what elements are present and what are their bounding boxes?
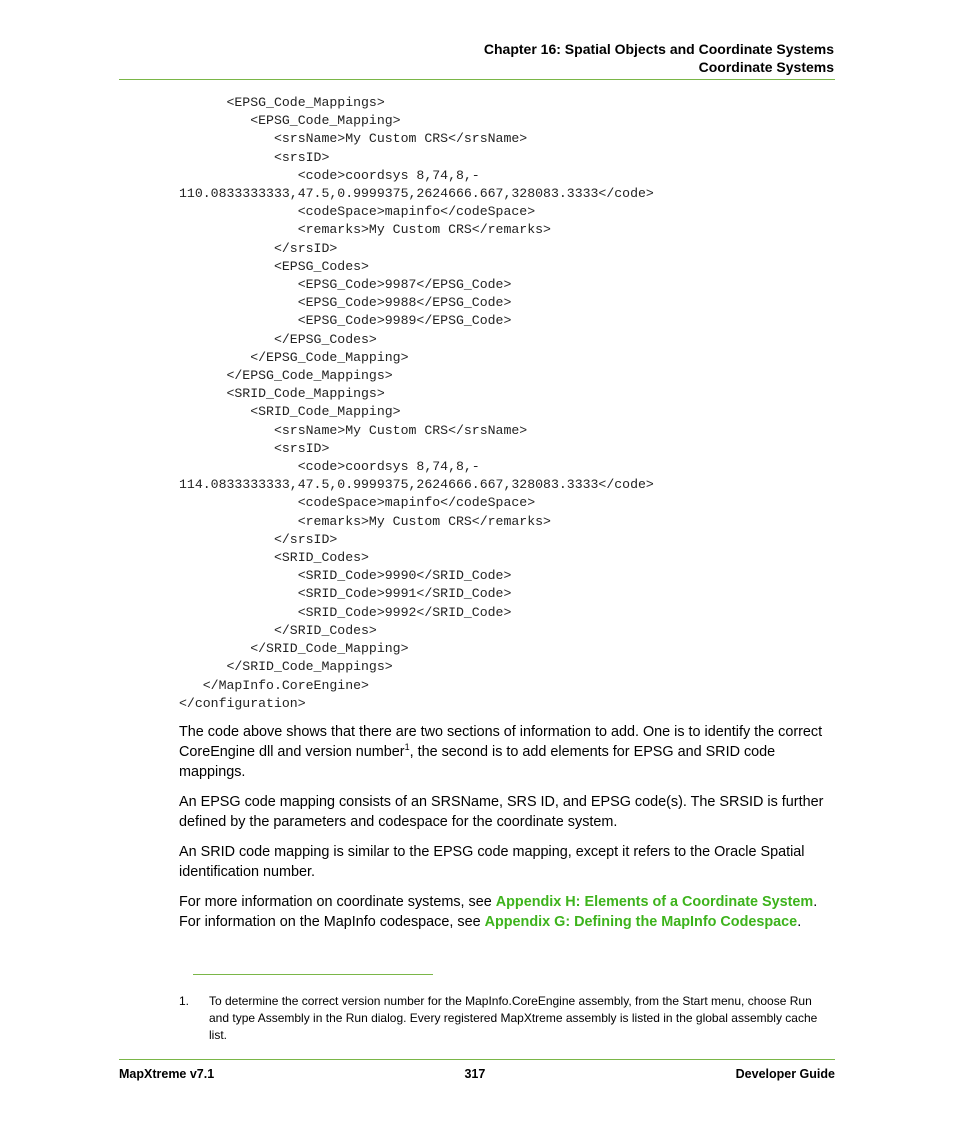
code-line: <EPSG_Codes> (179, 258, 369, 274)
code-line: <SRID_Code_Mappings> (179, 386, 385, 402)
code-line: </MapInfo.CoreEngine> (179, 677, 369, 693)
footnote (179, 993, 819, 1044)
code-line: <remarks>My Custom CRS</remarks> (179, 513, 551, 529)
code-line: <SRID_Code_Mapping> (179, 404, 401, 420)
paragraph-1: The code above shows that there are two sections of information to add. One is to identify the correct CoreEngine dll and version number$^1$, the second is to add elements for EPSG and SRID code mappings. (179, 724, 823, 780)
paragraph-2: An EPSG code mapping consists of an SRSName, SRS ID, and EPSG code(s). The SRSID is further defined by the parameters and codespace for the coordinate system. (179, 794, 824, 830)
page-header (484, 40, 834, 76)
footer-rule (119, 1059, 835, 1060)
code-line: </EPSG_Code_Mapping> (179, 349, 409, 365)
code-line: <remarks>My Custom CRS</remarks> (179, 222, 551, 238)
code-line: </srsID> (179, 531, 338, 547)
code-line: </configuration> (179, 695, 306, 711)
paragraph-3: An SRID code mapping is similar to the EPSG code mapping, except it refers to the Oracle Spatial identification number. (179, 844, 805, 880)
code-line: <srsID> (179, 440, 330, 456)
page-footer (119, 1067, 835, 1081)
code-line: <EPSG_Code>9988</EPSG_Code> (179, 295, 512, 311)
code-line: <code>coordsys 8,74,8,- (179, 459, 480, 475)
body-text (179, 722, 829, 942)
appendix-g-link[interactable]: Appendix G: Defining the MapInfo Codespace (484, 914, 798, 930)
paragraph-4: For more information on coordinate systems, see Appendix H: Elements of a Coordinate System. For information on the MapInfo codespace, see Appendix G: Defining the MapInfo Codespace. (179, 894, 818, 930)
code-line: 114.0833333333,47.5,0.9999375,2624666.667,328083.3333</code> (179, 477, 654, 493)
page-number: 317 (464, 1067, 486, 1081)
code-line: <EPSG_Code>9987</EPSG_Code> (179, 277, 512, 293)
code-line: </SRID_Codes> (179, 622, 377, 638)
footnote-rule (193, 974, 433, 975)
code-line: <codeSpace>mapinfo</codeSpace> (179, 204, 536, 220)
code-line: <srsName>My Custom CRS</srsName> (179, 131, 528, 147)
code-line: </SRID_Code_Mappings> (179, 659, 393, 675)
code-block (179, 94, 654, 713)
code-line: <codeSpace>mapinfo</codeSpace> (179, 495, 536, 511)
code-line: <SRID_Code>9992</SRID_Code> (179, 604, 512, 620)
code-line: </srsID> (179, 240, 338, 256)
code-line: <SRID_Code>9991</SRID_Code> (179, 586, 512, 602)
code-line: <srsID> (179, 149, 330, 165)
code-line: </EPSG_Code_Mappings> (179, 368, 393, 384)
footnote-number: 1. (179, 994, 190, 1008)
code-line: </SRID_Code_Mapping> (179, 641, 409, 657)
footnote-text: To determine the correct version number for the MapInfo.CoreEngine assembly, from the Start menu, choose Run and type Assembly in the Run dialog. Every registered MapXtreme assembly is listed in the global assembly cache list. (209, 994, 818, 1042)
code-line: <EPSG_Code_Mappings> (179, 95, 385, 110)
section-title: Coordinate Systems (698, 59, 834, 75)
code-line: <EPSG_Code_Mapping> (179, 113, 401, 129)
footer-guide: Developer Guide (735, 1067, 835, 1081)
code-line: <SRID_Code>9990</SRID_Code> (179, 568, 512, 584)
code-line: <srsName>My Custom CRS</srsName> (179, 422, 528, 438)
appendix-h-link[interactable]: Appendix H: Elements of a Coordinate System (495, 894, 814, 910)
code-line: <SRID_Codes> (179, 550, 369, 566)
footnote-ref[interactable]: 1 (404, 742, 410, 752)
header-rule (119, 79, 835, 80)
footer-product: MapXtreme v7.1 (119, 1067, 215, 1081)
chapter-title: Chapter 16: Spatial Objects and Coordinate Systems (483, 41, 834, 57)
code-line: </EPSG_Codes> (179, 331, 377, 347)
code-line: <EPSG_Code>9989</EPSG_Code> (179, 313, 512, 329)
code-line: <code>coordsys 8,74,8,- (179, 167, 480, 183)
code-line: 110.0833333333,47.5,0.9999375,2624666.667,328083.3333</code> (179, 186, 654, 202)
